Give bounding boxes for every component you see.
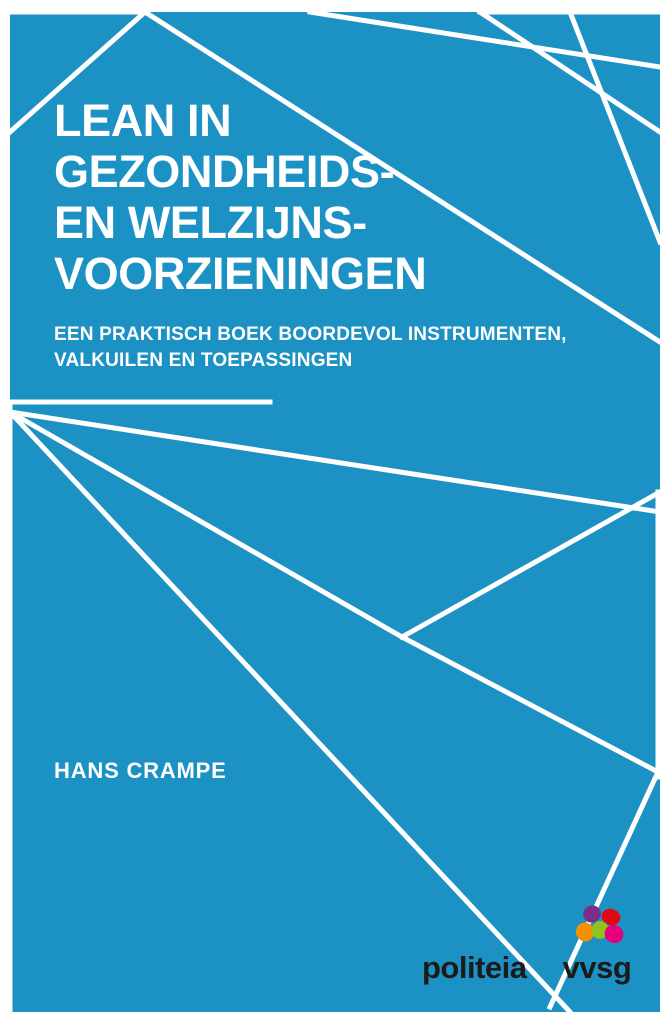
title-line-2: GEZONDHEIDS-: [54, 146, 395, 197]
cover-artwork: [10, 12, 660, 1012]
title-line-4: VOORZIENINGEN: [54, 248, 427, 299]
vvsg-wordmark: vvsg: [562, 950, 632, 985]
author-name: HANS CRAMPE: [54, 758, 227, 783]
subtitle-line-1: EEN PRAKTISCH BOEK BOORDEVOL INSTRUMENTEN,: [54, 324, 567, 345]
title-line-1: LEAN IN: [54, 95, 232, 146]
title-line-3: EN WELZIJNS-: [54, 197, 367, 248]
subtitle-line-2: VALKUILEN EN TOEPASSINGEN: [54, 350, 353, 371]
politeia-logo: politeia: [422, 950, 527, 985]
